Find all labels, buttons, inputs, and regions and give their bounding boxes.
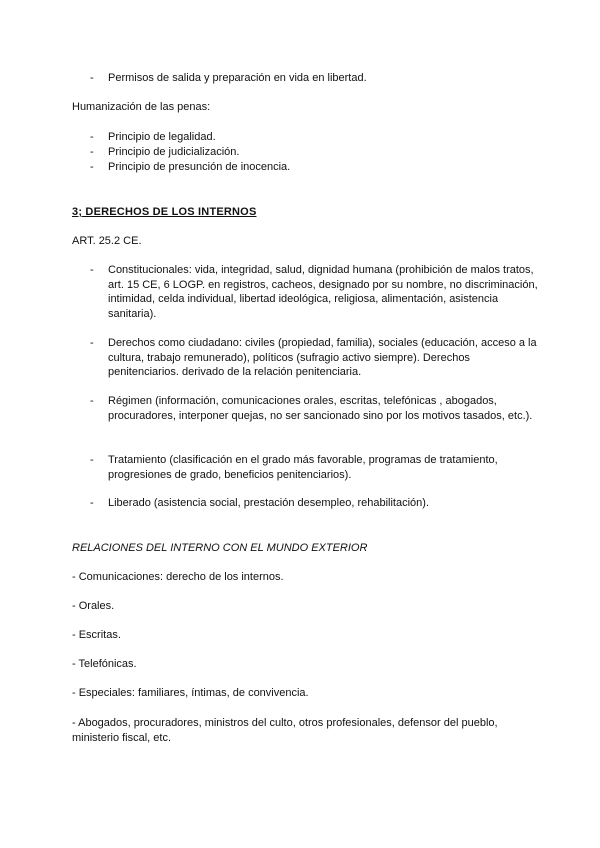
paragraph: - Telefónicas. [72, 658, 137, 670]
list-item-text: Principio de presunción de inocencia. [108, 161, 291, 173]
section-heading: 3; DERECHOS DE LOS INTERNOS [72, 206, 257, 218]
bullet-dash: - [90, 161, 94, 173]
list-item-text: Permisos de salida y preparación en vida en libertad. [108, 72, 367, 84]
list-item [72, 394, 540, 423]
paragraph: - Especiales: familiares, íntimas, de convivencia. [72, 687, 309, 699]
list-item-text: Principio de legalidad. [108, 131, 216, 143]
list-item [72, 145, 540, 160]
bullet-dash: - [90, 395, 94, 407]
list-item [72, 496, 540, 511]
relaciones-heading: RELACIONES DEL INTERNO CON EL MUNDO EXTERIOR [72, 542, 368, 554]
list-item [72, 71, 540, 86]
list-item-text: Tratamiento (clasificación en el grado más favorable, programas de tratamiento, progresiones de grado, beneficios penitenciarios). [108, 454, 498, 481]
list-item-text: Régimen (información, comunicaciones orales, escritas, telefónicas , abogados, procuradores, interponer quejas, no ser sancionado sino por los motivos tasados, etc.). [108, 395, 533, 422]
bullet-dash: - [90, 146, 94, 158]
list-item [72, 453, 540, 482]
list-item-text: Derechos como ciudadano: civiles (propiedad, familia), sociales (educación, acceso a la cultura, trabajo remunerado), políticos (sufragio activo siempre). Derechos penitenciarios. derivado de la relación penitenciaria. [108, 337, 537, 378]
article-reference: ART. 25.2 CE. [72, 235, 142, 247]
list-item-text: Constitucionales: vida, integridad, salud, dignidad humana (prohibición de malos tratos, art. 15 CE, 6 LOGP. en registros, cacheos, designado por su nombre, no discriminación, intimidad, celda individual, libertad ideológica, religiosa, alimentación, asistencia sanitaria). [108, 264, 538, 320]
humanizacion-title: Humanización de las penas: [72, 101, 211, 113]
list-item [72, 160, 540, 175]
bullet-dash: - [90, 131, 94, 143]
paragraph: - Orales. [72, 600, 115, 612]
bullet-dash: - [90, 337, 94, 349]
bullet-dash: - [90, 454, 94, 466]
list-item [72, 130, 540, 145]
list-item [72, 336, 540, 380]
list-item-text: Liberado (asistencia social, prestación desempleo, rehabilitación). [108, 497, 430, 509]
bullet-dash: - [90, 72, 94, 84]
paragraph: - Abogados, procuradores, ministros del culto, otros profesionales, defensor del pueblo, ministerio fiscal, etc. [72, 717, 498, 744]
bullet-dash: - [90, 497, 94, 509]
paragraph: - Escritas. [72, 629, 121, 641]
paragraph: - Comunicaciones: derecho de los internos. [72, 571, 284, 583]
list-item [72, 263, 540, 321]
list-item-text: Principio de judicialización. [108, 146, 240, 158]
bullet-dash: - [90, 264, 94, 276]
